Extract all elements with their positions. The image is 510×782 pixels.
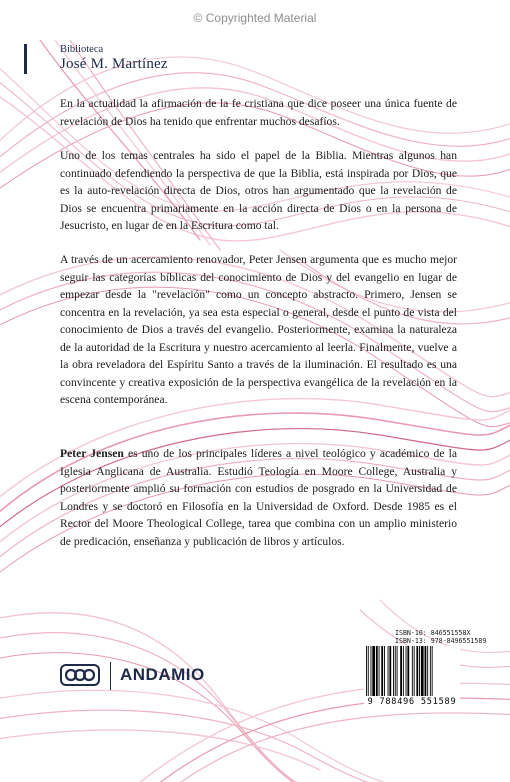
blurb-paragraph-2: Uno de los temas centrales ha sido el papel de la Biblia. Mientras algunos han continuado defendiendo la perspectiva de que la Biblia, está inspirada por Dios, que es la auto-revelación directa de Dios, otros han argumentado que la revelación de Dios se encuentra primariamente en la acción directa de Dios o en la persona de Jesucristo, en lugar de en la Escritura como tal.	[60, 149, 457, 232]
barcode-bar	[407, 646, 409, 696]
barcode-bar	[419, 646, 420, 696]
barcode-bar	[421, 646, 424, 696]
author-bio	[60, 445, 457, 550]
barcode-bar	[430, 646, 431, 696]
barcode-bar	[416, 646, 418, 696]
barcode-bar	[412, 646, 413, 696]
barcode-bar	[427, 646, 428, 696]
barcode-bar	[376, 646, 378, 696]
publisher-divider	[110, 662, 111, 690]
barcode-bar	[371, 646, 372, 696]
series-collection: Biblioteca	[60, 44, 104, 55]
barcode-bar	[403, 646, 404, 696]
barcode-bar	[384, 646, 385, 696]
isbn-10: ISBN-10: 846551558X	[395, 629, 471, 637]
barcode-bar	[368, 646, 369, 696]
barcode-bar	[388, 646, 389, 696]
barcode-bar	[406, 646, 407, 696]
barcode-bar	[395, 646, 396, 696]
barcode-bar	[372, 646, 375, 696]
barcode-digits: 9 788496 551589	[367, 697, 457, 707]
copyright-notice: © Copyrighted Material	[193, 11, 317, 25]
barcode-bar	[381, 646, 383, 696]
isbn-13: ISBN-13: 978-8496551589	[395, 637, 487, 645]
barcode-bar	[397, 646, 398, 696]
barcode-bar	[389, 646, 391, 696]
series-author: José M. Martínez	[60, 56, 168, 72]
barcode-bar	[393, 646, 394, 696]
barcode-bar	[400, 646, 402, 696]
barcode-bars	[366, 646, 458, 696]
author-name: Peter Jensen	[60, 447, 124, 460]
barcode-bar	[425, 646, 427, 696]
series-bar	[24, 44, 27, 74]
author-bio-text: es uno de los principales líderes a nivel teológico y académico de la Iglesia Anglicana de Australia. Estudió Teología en Moore College, Australia y posteriormente amplió su formación con estudios de posgrado en la Universidad de Londres y se doctoró en Filosofía en la Universidad de Oxford. Desde 1985 es el Rector del Moore Theological College, tarea que combina con un amplio ministerio de predicación, enseñanza y publicación de libros y artículos.	[60, 447, 457, 548]
top-banner	[0, 0, 510, 40]
barcode-bar	[432, 646, 433, 696]
publisher-logo	[60, 660, 230, 692]
blurb-paragraph-3: A través de un acercamiento renovador, Peter Jensen argumenta que es mucho mejor seguir las categorías bíblicas del conocimiento de Dios y del evangelio en lugar de empezar desde la "revelación" como un concepto abstracto. Primero, Jensen se concentra en la revelación, ya sea esta especial o general, desde el punto de vista del conocimiento de Dios a través del evangelio. Posteriormente, examina la naturaleza de la autoridad de la Escritura y nuestro acercamiento al leerla. Finalmente, vuelve a la obra reveladora del Espíritu Santo a través de la iluminación. El resultado es una convincente y creativa exposición de la perspectiva evangélica de la revelación en la escena contemporánea.	[60, 253, 457, 406]
barcode-bar	[414, 646, 415, 696]
imprint-name: ANDAMIO	[120, 665, 205, 684]
barcode	[364, 646, 460, 710]
clie-logo-icon	[60, 664, 100, 686]
barcode-bar	[379, 646, 380, 696]
barcode-bar	[366, 646, 367, 696]
blurb-paragraph-1: En la actualidad la afirmación de la fe cristiana que dice poseer una única fuente de revelación de Dios ha tenido que enfrentar muchos desafíos.	[60, 97, 457, 128]
isbn-block	[395, 629, 486, 645]
